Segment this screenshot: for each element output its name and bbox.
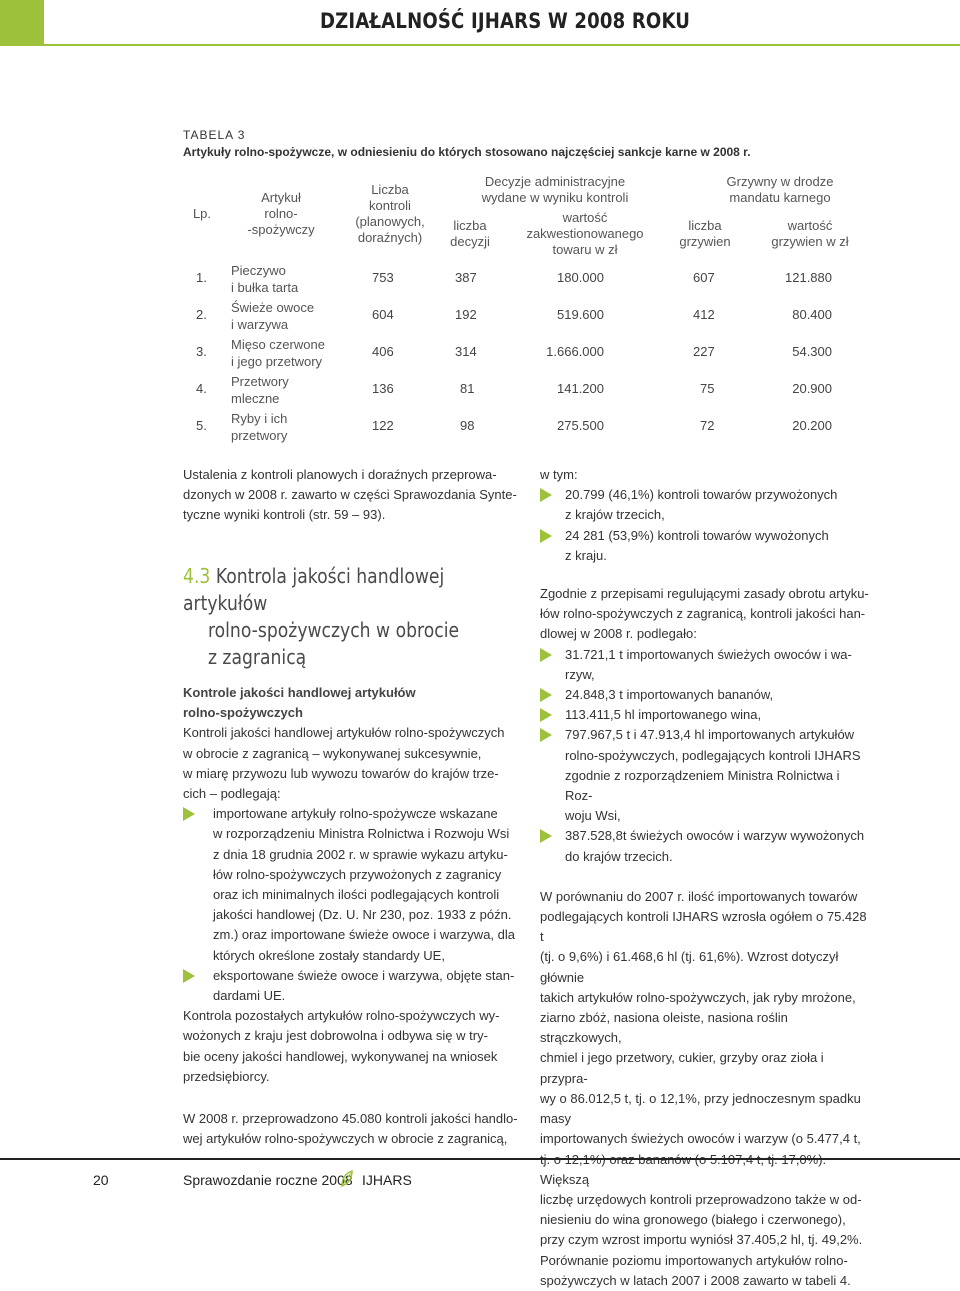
row-value: 275.500 <box>557 418 604 433</box>
row-lp: 5. <box>196 418 207 433</box>
row-lp: 2. <box>196 307 207 322</box>
leaf-logo-icon <box>340 1170 354 1188</box>
row-fines-value: 121.880 <box>785 270 832 285</box>
row-article: Przetwory mleczne <box>231 374 289 406</box>
row-article: Ryby i ich przetwory <box>231 411 288 443</box>
th-lp: Lp. <box>192 206 212 221</box>
row-article: Pieczywo i bułka tarta <box>231 263 299 295</box>
row-fines: 227 <box>693 344 715 359</box>
row-fines-value: 80.400 <box>792 307 832 322</box>
row-decisions: 387 <box>455 270 477 285</box>
row-value: 1.666.000 <box>546 344 604 359</box>
page-number: 20 <box>93 1172 109 1188</box>
paragraph: W 2008 r. przeprowadzono 45.080 kontroli jakości handlo- wej artykułów rolno-spożywczych w obrocie z zagranicą, <box>183 1111 518 1147</box>
row-lp: 1. <box>196 270 207 285</box>
bullet-item: 31.721,1 t importowanych świeżych owoców i wa- rzyw, <box>540 645 870 685</box>
row-fines: 412 <box>693 307 715 322</box>
row-lp: 4. <box>196 381 207 396</box>
bullet-item: 113.411,5 hl importowanego wina, <box>540 705 870 725</box>
th-fines-value: wartość grzywien w zł <box>771 218 849 249</box>
th-decisions-group: Decyzje administracyjne wydane w wyniku kontroli <box>481 174 629 205</box>
paragraph: Kontroli jakości handlowej artykułów rolno-spożywczych w obrocie z zagranicą – wykonywanej sukcesywnie, w miarę przywozu lub wywozu towarów do krajów trze- cich – podlegają: <box>183 725 505 802</box>
row-fines-value: 20.200 <box>792 418 832 433</box>
th-decisions-count: liczba decyzji <box>450 218 490 249</box>
row-controls: 406 <box>372 344 394 359</box>
th-article: Artykuł rolno- -spożywczy <box>247 190 315 237</box>
row-value: 180.000 <box>557 270 604 285</box>
row-decisions: 314 <box>455 344 477 359</box>
row-fines-value: 54.300 <box>792 344 832 359</box>
th-decisions-value: wartość zakwestionowanego towaru w zł <box>526 210 644 257</box>
paragraph: W porównaniu do 2007 r. ilość importowanych towarów podlegających kontroli IJHARS wzrosła ogółem o 75.428 t (tj. o 9,6%) i 61.468,6 hl (tj. 61,6%). Wzrost dotyczył głównie takich artykułów rolno-spożywczych, jak ryby mrożone, ziarno zbóż, nasiona oleiste, nasiona roślin strączkowych, chmiel i jego przetwory, cukier, grzyby oraz zioła i przypra- wy o 86.012,5 t, tj. o 12,1%, przy jednoczesnym spadku masy importowanych świeżych owoców i warzyw (o 5.477,4 t, Większą liczbę urzędowych kontroli przeprowadzono także w od- niesieniu do wina gronowego (białego i czerwonego), przy czym wzrost importu wyniósł 37.405,2 hl, tj. 49,2%. Porównanie poziomu importowanych artykułów rolno- spożywczych w latach 2007 i 2008 zawarto w tabeli 4. <box>540 888 867 1288</box>
footer-report-title: Sprawozdanie roczne 2008 <box>183 1172 353 1188</box>
row-value: 519.600 <box>557 307 604 322</box>
row-article: Świeże owoce i warzywa <box>231 300 315 332</box>
sanctions-table <box>0 0 960 460</box>
row-decisions: 192 <box>455 307 477 322</box>
left-intro-paragraph: Ustalenia z kontroli planowych i doraźnych przeprowa- dzonych w 2008 r. zawarto w części Sprawozdania Synte- tyczne wyniki kontroli (str. 59 – 93). <box>183 467 517 523</box>
table-label: TABELA 3 <box>183 128 246 142</box>
bullet-item: 797.967,5 t i 47.913,4 hl importowanych artykułów rolno-spożywczych, podlegających kontroli IJHARS zgodnie z rozporządzeniem Ministra Rolnictwa i Roz- woju Wsi, <box>540 725 870 826</box>
bullet-item: 24.848,3 t importowanych bananów, <box>540 685 870 705</box>
row-controls: 753 <box>372 270 394 285</box>
page-header-title: DZIAŁALNOŚĆ IJHARS W 2008 ROKU <box>320 9 691 33</box>
paragraph: w tym: <box>540 467 578 482</box>
section-number: 4.3 <box>183 564 211 588</box>
bullet-item: 387.528,8t świeżych owoców i warzyw wywożonych do krajów trzecich. <box>540 826 870 866</box>
table-caption: Artykuły rolno-spożywcze, w odniesieniu do których stosowano najczęściej sankcje karne w 2008 r. <box>183 145 751 159</box>
row-controls: 604 <box>372 307 394 322</box>
row-article: Mięso czerwone i jego przetwory <box>231 337 325 369</box>
bullet-item: eksportowane świeże owoce i warzywa, objęte stan- dardami UE. <box>183 966 518 1006</box>
row-fines: 607 <box>693 270 715 285</box>
th-controls: Liczba kontroli (planowych, doraźnych) <box>355 182 425 245</box>
row-fines-value: 20.900 <box>792 381 832 396</box>
row-controls: 136 <box>372 381 394 396</box>
row-fines: 72 <box>700 418 715 433</box>
row-fines: 75 <box>700 381 715 396</box>
row-decisions: 98 <box>460 418 475 433</box>
paragraph: Kontrola pozostałych artykułów rolno-spożywczych wy- wożonych z kraju jest dobrowolna i odbywa się w try- bie oceny jakości handlowej, wykonywanej na wniosek przedsiębiorcy. <box>183 1008 500 1084</box>
subheading: Kontrole jakości handlowej artykułów rolno-spożywczych <box>183 685 416 721</box>
footer-rule <box>0 1158 960 1160</box>
bullet-item: 24 281 (53,9%) kontroli towarów wywożonych z kraju. <box>540 526 870 566</box>
footer-org: IJHARS <box>362 1172 412 1188</box>
row-controls: 122 <box>372 418 394 433</box>
row-value: 141.200 <box>557 381 604 396</box>
th-fines-count: liczba grzywien <box>679 218 731 249</box>
row-lp: 3. <box>196 344 207 359</box>
th-fines-group: Grzywny w drodze mandatu karnego <box>726 174 834 205</box>
row-decisions: 81 <box>460 381 475 396</box>
bullet-item: 20.799 (46,1%) kontroli towarów przywożonych z krajów trzecich, <box>540 485 870 525</box>
bullet-item: importowane artykuły rolno-spożywcze wskazane w rozporządzeniu Ministra Rolnictwa i Rozwoju Wsi z dnia 18 grudnia 2002 r. w sprawie wykazu artyku- łów rolno-spożywczych przywożonych z zagranicy oraz ich minimalnych ilości podlegających kontroli jakości handlowej (Dz. U. Nr 230, poz. 1933 z późn. zm.) oraz importowane świeże owoce i warzywa, dla których określone zostały standardy UE, <box>183 804 518 966</box>
section-heading: 4.3 Kontrola jakości handlowej artykułów rolno-spożywczych w obrocie z zagranicą <box>183 564 460 669</box>
paragraph: Zgodnie z przepisami regulującymi zasady obrotu artyku- łów rolno-spożywczych z zagranicą, kontroli jakości han- dlowej w 2008 r. podlegało: <box>540 586 869 642</box>
left-body <box>183 683 518 1149</box>
right-body <box>540 465 870 1291</box>
